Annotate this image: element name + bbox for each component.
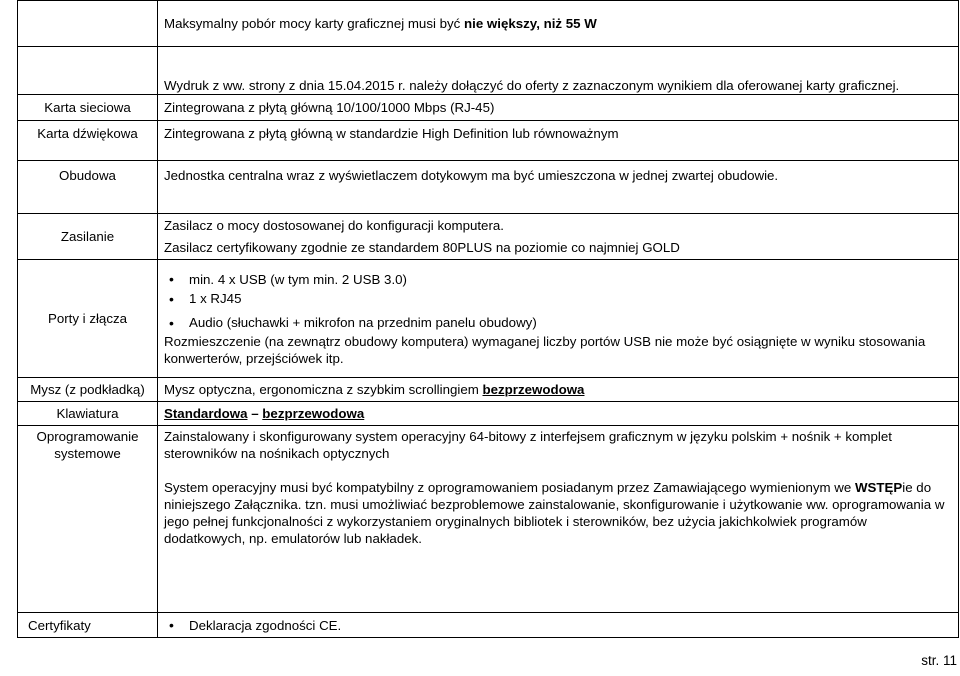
os-compat: [164, 479, 948, 547]
os-compat-suffix: ie do niniejszego Załącznika. tzn. musi umożliwiać bezproblemowe zainstalowanie, skonfigurowanie i użytkowanie ww. oprogramowania w jego pełnej funkcjonalności z wykorzystaniem oryginalnych bibliotek i sterowników, bez użycia jakichkolwiek programów dodatkowych, np. emulatorów lub nakładek.: [164, 480, 945, 546]
label-network: Karta sieciowa: [18, 95, 158, 121]
row-power: [18, 214, 959, 260]
certs-list: [164, 617, 948, 634]
label-case: Obudowa: [18, 161, 158, 214]
ports-note: Rozmieszczenie (na zewnątrz obudowy komputera) wymaganej liczby portów USB nie może być osiągnięte w wyniku stosowania konwerterów, przejściówek itp.: [164, 334, 926, 366]
value-sound: Zintegrowana z płytą główną w standardzie High Definition lub równoważnym: [158, 121, 959, 161]
value-ports: [158, 260, 959, 378]
list-item: • Deklaracja zgodności CE.: [189, 617, 948, 634]
page-number: str. 11: [921, 653, 957, 668]
os-compat-prefix: System operacyjny musi być kompatybilny z oprogramowaniem posiadanym przez Zamawiającego wymienionym we: [164, 480, 855, 495]
value-power-limit-note: Wydruk z ww. strony z dnia 15.04.2015 r. należy dołączyć do oferty z zaznaczonym wynikiem dla oferowanej karty graficznej.: [158, 47, 959, 95]
power-line-2: Zasilacz certyfikowany zgodnie ze standardem 80PLUS na poziomie co najmniej GOLD: [164, 240, 680, 255]
row-power-limit-note: [18, 47, 959, 95]
label-os: Oprogramowanie systemowe: [18, 426, 158, 613]
list-item: • Audio (słuchawki + mikrofon na przednim panelu obudowy): [189, 313, 948, 333]
keyboard-bold-2: bezprzewodowa: [262, 406, 365, 421]
mouse-bold: bezprzewodowa: [482, 382, 585, 397]
os-line-1: Zainstalowany i skonfigurowany system operacyjny 64-bitowy z interfejsem graficznym w języku polskim + nośnik + komplet sterowników na nośnikach optycznych: [164, 429, 892, 461]
power-limit-prefix: Maksymalny pobór mocy karty graficznej musi być: [164, 16, 465, 31]
value-keyboard: [158, 402, 959, 426]
keyboard-sep: –: [247, 406, 263, 421]
specification-table: [17, 0, 959, 638]
row-sound: [18, 121, 959, 161]
os-compat-bold: WSTĘP: [854, 480, 903, 495]
label-empty: [18, 1, 158, 47]
value-power: [158, 214, 959, 260]
row-keyboard: [18, 402, 959, 426]
row-power-limit: [18, 1, 959, 47]
label-certs: Certyfikaty: [18, 613, 158, 638]
value-network: Zintegrowana z płytą główną 10/100/1000 Mbps (RJ-45): [158, 95, 959, 121]
value-os: [158, 426, 959, 613]
power-limit-bold: nie większy, niż 55 W: [464, 16, 597, 31]
power-line-1: Zasilacz o mocy dostosowanej do konfiguracji komputera.: [164, 218, 504, 233]
keyboard-bold-1: Standardowa: [164, 406, 248, 421]
list-item: • 1 x RJ45: [189, 289, 948, 309]
label-power: Zasilanie: [18, 214, 158, 260]
value-case: Jednostka centralna wraz z wyświetlaczem dotykowym ma być umieszczona w jednej zwartej obudowie.: [158, 161, 959, 214]
row-ports: [18, 260, 959, 378]
value-power-limit: [158, 1, 959, 47]
ports-list: [164, 270, 948, 333]
value-mouse: [158, 378, 959, 402]
mouse-prefix: Mysz optyczna, ergonomiczna z szybkim scrollingiem: [164, 382, 483, 397]
label-empty: [18, 47, 158, 95]
label-mouse: Mysz (z podkładką): [18, 378, 158, 402]
label-ports: Porty i złącza: [18, 260, 158, 378]
row-mouse: [18, 378, 959, 402]
label-sound: Karta dźwiękowa: [18, 121, 158, 161]
list-item: • min. 4 x USB (w tym min. 2 USB 3.0): [189, 270, 948, 289]
label-keyboard: Klawiatura: [18, 402, 158, 426]
row-case: [18, 161, 959, 214]
row-network: [18, 95, 959, 121]
value-certs: [158, 613, 959, 638]
row-certs: [18, 613, 959, 638]
row-os: [18, 426, 959, 613]
